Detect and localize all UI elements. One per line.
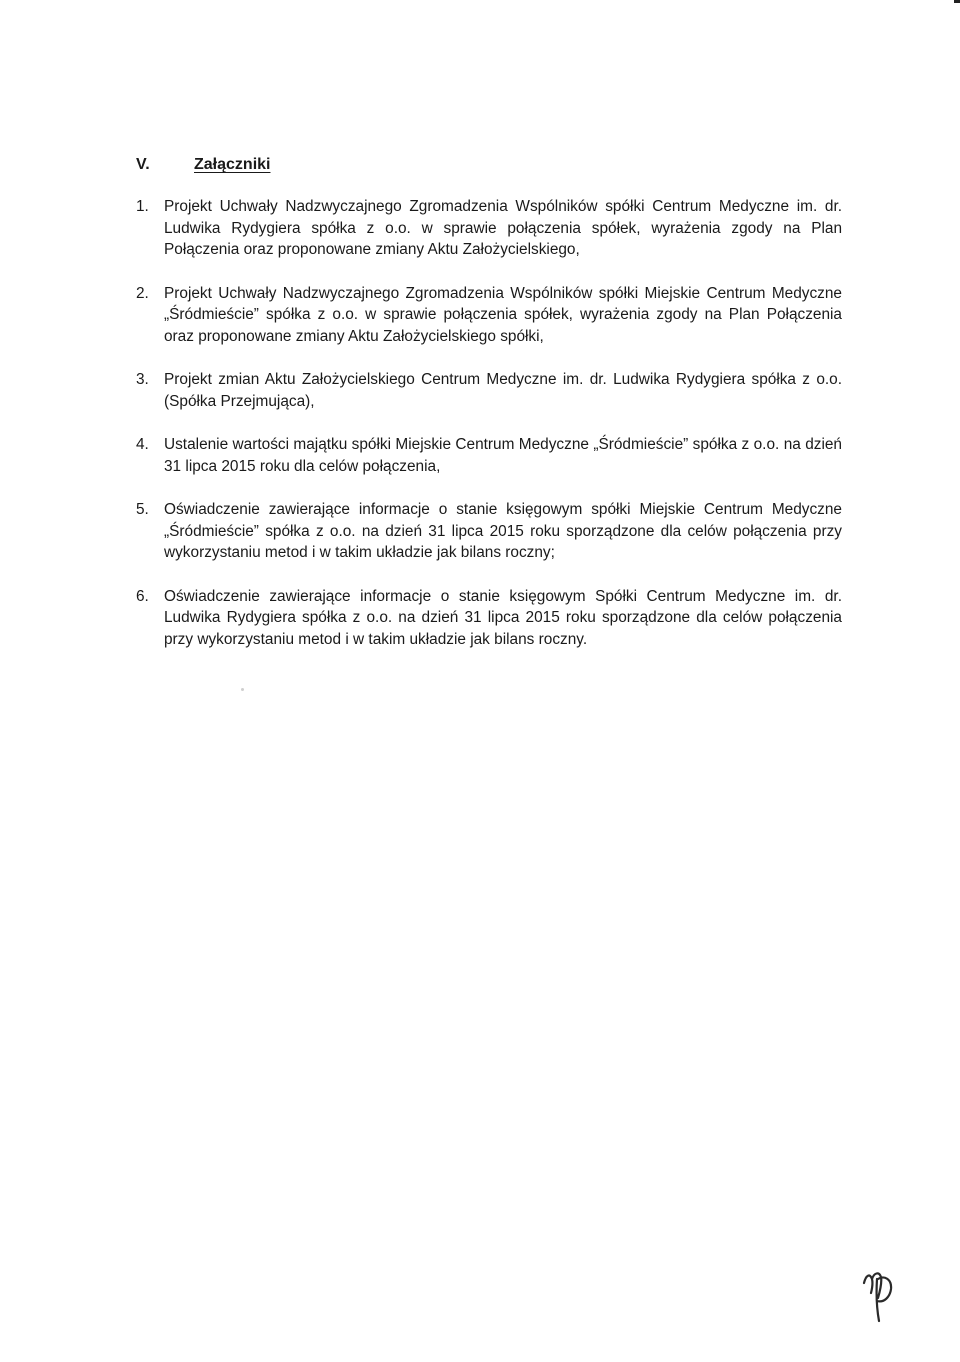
list-item <box>136 434 842 477</box>
signature-stroke <box>864 1273 891 1321</box>
list-item <box>136 499 842 564</box>
item-number: 1. <box>136 198 149 215</box>
handwritten-initials-icon <box>860 1265 900 1325</box>
item-number: 2. <box>136 284 149 302</box>
item-text: Oświadczenie zawierające informacje o stanie księgowym spółki Miejskie Centrum Medyczne „Śródmieście” spółka z o.o. na dzień 31 lipca 2015 roku sporządzone dla celów połączenia przy wykorzystaniu metod i w takim układzie jak bilans roczny; <box>164 501 842 561</box>
list-item <box>136 586 842 651</box>
section-number: V. <box>136 156 150 173</box>
item-number: 3. <box>136 371 149 388</box>
item-text: Projekt Uchwały Nadzwyczajnego Zgromadzenia Wspólników spółki Centrum Medyczne im. dr. Ludwika Rydygiera spółka z o.o. w sprawie połączenia spółek, wyrażenia zgody na Plan Połączenia oraz proponowane zmiany Aktu Założycielskiego, <box>164 198 842 258</box>
item-text: Oświadczenie zawierające informacje o stanie księgowym Spółki Centrum Medyczne im. dr. Ludwika Rydygiera spółka z o.o. na dzień 31 lipca 2015 roku sporządzone dla celów połączenia przy wykorzystaniu metod i w takim układzie jak bilans roczny. <box>164 587 842 648</box>
item-number: 4. <box>136 436 149 453</box>
scan-corner-mark <box>954 0 960 3</box>
list-item <box>136 283 842 348</box>
section-title: Załączniki <box>194 156 271 173</box>
item-text: Projekt Uchwały Nadzwyczajnego Zgromadzenia Wspólników spółki Miejskie Centrum Medyczne „Śródmieście” spółka z o.o. w sprawie połączenia spółek, wyrażenia zgody na Plan Połączenia oraz proponowane zmiany Aktu Założycielskiego spółki, <box>164 284 842 345</box>
scan-speck <box>241 688 244 691</box>
item-number: 5. <box>136 501 149 518</box>
item-text: Ustalenie wartości majątku spółki Miejskie Centrum Medyczne „Śródmieście” spółka z o.o. na dzień 31 lipca 2015 roku dla celów połączenia, <box>164 436 842 475</box>
list-item <box>136 369 842 412</box>
item-text: Projekt zmian Aktu Założycielskiego Centrum Medyczne im. dr. Ludwika Rydygiera spółka z o.o. (Spółka Przejmująca), <box>164 371 842 410</box>
attachments-list <box>136 196 842 672</box>
item-number: 6. <box>136 587 149 605</box>
list-item <box>136 196 842 261</box>
section-heading <box>136 154 270 176</box>
